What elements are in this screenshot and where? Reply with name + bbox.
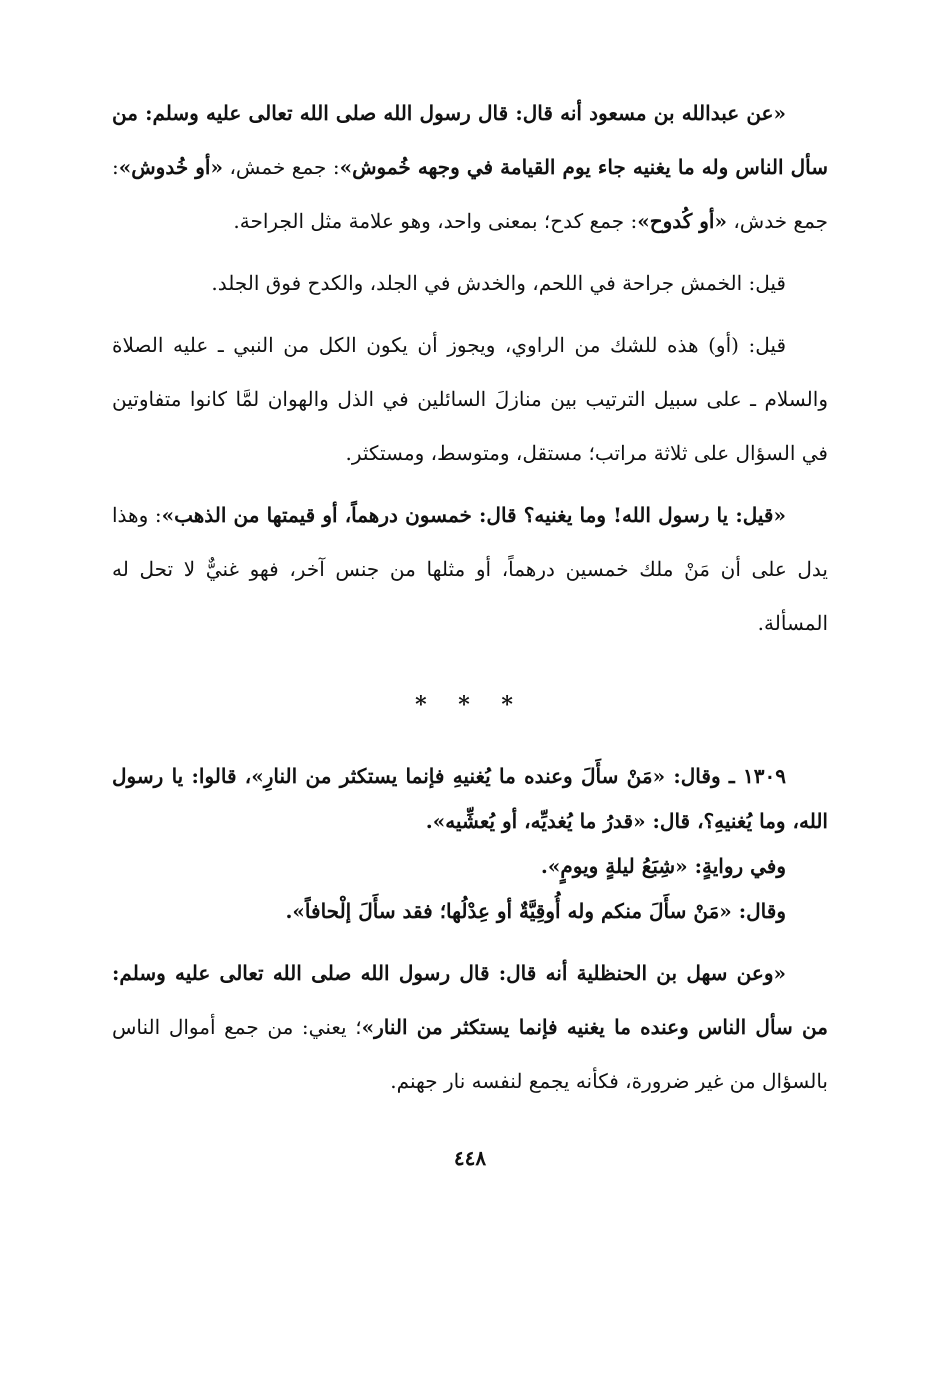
hadith-text: «أو كُدوح» — [637, 209, 727, 233]
page-number: ٤٤٨ — [453, 1146, 487, 1170]
paragraph-riwaya: وفي روايةٍ: «شِبَعُ ليلةٍ ويومٍ». — [540, 854, 786, 878]
page-body — [112, 86, 828, 1170]
paragraph-hadith-ma-yughnihi — [112, 488, 828, 650]
commentary-text: ؛ يعني: من جمع أموال الناس بالسؤال من غير ضرورة، فكأنه يجمع لنفسه نار جهنم. — [112, 1015, 828, 1093]
section-separator: * * * — [415, 692, 525, 718]
hadith-text: «عن عبدالله بن مسعود أنه قال: قال رسول الله صلى الله تعالى عليه وسلم: من سأل الناس وله ما يغنيه جاء يوم القيامة في وجهه خُموش» — [112, 101, 828, 179]
paragraph-hadith-ibn-masud — [112, 86, 828, 248]
hadith-text: «وعن سهل بن الحنظلية أنه قال: قال رسول الله صلى الله تعالى عليه وسلم: من سأل الناس وعنده ما يغنيه فإنما يستكثر من النار» — [112, 961, 828, 1039]
paragraph-uqiyya: وقال: «مَنْ سأَلَ منكم وله أُوقِيَّةٌ أو عِدْلُها؛ فقد سأَلَ إلْحافاً». — [285, 899, 786, 923]
paragraph-explanation-aw: قيل: (أو) هذه للشك من الراوي، ويجوز أن يكون الكل من النبي ـ عليه الصلاة والسلام ـ على سبيل الترتيب بين منازلَ السائلين في الذل والهوان لمَّا كانوا متفاوتين في السؤال على ثلاثة مراتب؛ مستقل، ومتوسط، ومستكثر. — [112, 333, 828, 465]
commentary-text: : وهذا يدل على أن مَنْ ملك خمسين درهماً، أو مثلها من جنس آخر، فهو غنيٌّ لا تحل له المسألة. — [112, 503, 828, 635]
paragraph-hadith-sahl — [112, 946, 828, 1108]
commentary-text: : جمع خدش، — [112, 155, 828, 233]
hadith-text: «قيل: يا رسول الله! وما يغنيه؟ قال: خمسون درهماً، أو قيمتها من الذهب» — [161, 503, 786, 527]
commentary-text: : جمع خمش، — [222, 155, 340, 179]
commentary-text: : جمع كدح؛ بمعنى واحد، وهو علامة مثل الجراحة. — [233, 209, 638, 233]
paragraph-explanation-khamsh: قيل: الخمش جراحة في اللحم، والخدش في الجلد، والكدح فوق الجلد. — [211, 271, 786, 295]
paragraph-hadith-1309: ١٣٠٩ ـ وقال: «مَنْ سأَلَ وعنده ما يُغنيهِ فإنما يستكثر من النارِ»، قالوا: يا رسول الله، وما يُغنيهِ؟، قال: «قدرُ ما يُغديِّه، أو يُعشِّيه». — [112, 764, 828, 833]
hadith-text: «أو خُدوش» — [118, 155, 223, 179]
